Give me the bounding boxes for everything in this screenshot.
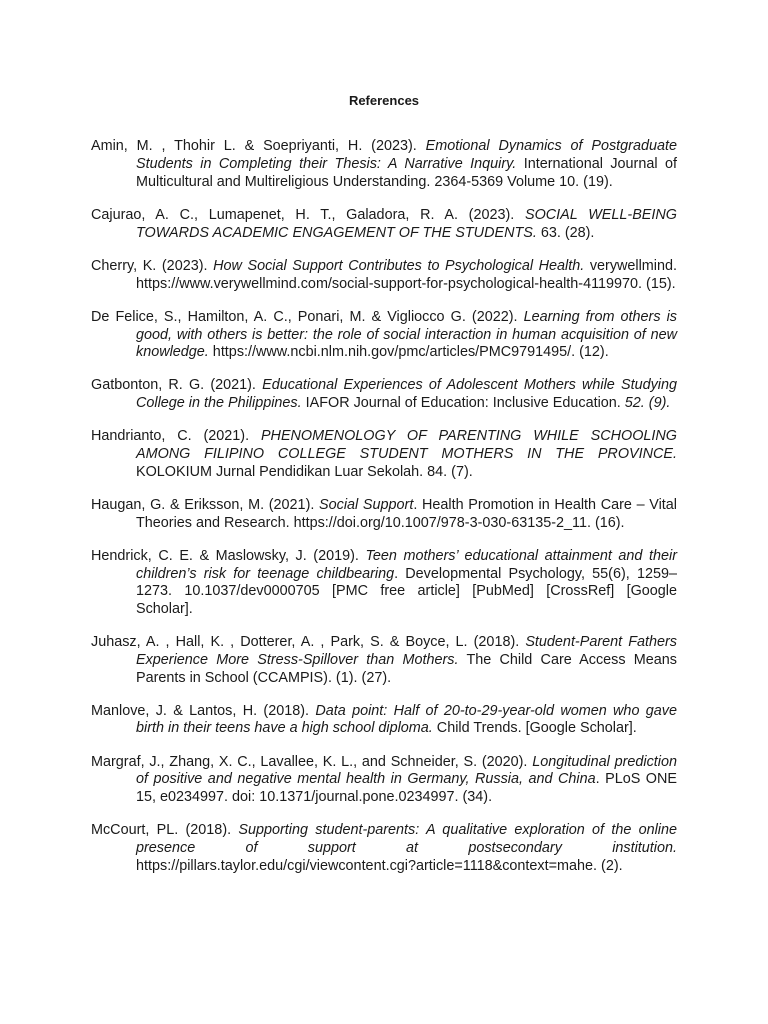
reference-entry bbox=[91, 377, 677, 412]
reference-authors: Amin, M. , Thohir L. & Soepriyanti, H. (2023). bbox=[91, 138, 426, 155]
reference-authors: Haugan, G. & Eriksson, M. (2021). bbox=[91, 496, 320, 513]
reference-authors: McCourt, PL. (2018). bbox=[91, 822, 239, 839]
reference-entry bbox=[91, 548, 677, 619]
reference-title: Teen mothers’ educational attainment and their children’s risk for teenage childbearing bbox=[136, 547, 677, 582]
reference-title: Educational Experiences of Adolescent Mothers while Studying College in the Philippines. bbox=[136, 377, 677, 412]
reference-source: https://www.ncbi.nlm.nih.gov/pmc/articles/PMC9791495/. (12). bbox=[208, 344, 609, 361]
reference-volume: 52. (9). bbox=[624, 395, 671, 412]
reference-entry bbox=[91, 309, 677, 362]
reference-authors: Cherry, K. (2023). bbox=[91, 257, 214, 274]
reference-title: SOCIAL WELL-BEING TOWARDS ACADEMIC ENGAGEMENT OF THE STUDENTS. bbox=[136, 207, 677, 241]
reference-title: Data point: Half of 20-to-29-year-old women who gave birth in their teens have a high school diploma. bbox=[136, 702, 677, 737]
reference-title: How Social Support Contributes to Psychological Health. bbox=[213, 257, 585, 274]
reference-authors: Gatbonton, R. G. (2021). bbox=[91, 377, 263, 394]
reference-source: . Health Promotion in Health Care – Vital Theories and Research. https://doi.org/10.1007/978-3-030-63135-2_11. (16). bbox=[136, 496, 677, 531]
reference-authors: Juhasz, A. , Hall, K. , Dotterer, A. , Park, S. & Boyce, L. (2018). bbox=[91, 634, 526, 651]
reference-list bbox=[91, 124, 677, 891]
reference-entry bbox=[91, 497, 677, 532]
reference-authors: Hendrick, C. E. & Maslowsky, J. (2019). bbox=[91, 547, 366, 564]
reference-title: Supporting student-parents: A qualitative exploration of the online presence of support at postsecondary institution. bbox=[136, 822, 677, 856]
reference-entry bbox=[91, 822, 677, 875]
reference-source: 63. (28). bbox=[536, 224, 595, 241]
reference-title: Longitudinal prediction of positive and negative mental health in Germany, Russia, and China bbox=[136, 753, 677, 788]
reference-source: verywellmind. https://www.verywellmind.com/social-support-for-psychological-health-4119970. (15). bbox=[136, 257, 677, 292]
reference-authors: De Felice, S., Hamilton, A. C., Ponari, M. & Vigliocco G. (2022). bbox=[91, 308, 524, 325]
page-title: References bbox=[348, 93, 420, 108]
reference-authors: Manlove, J. & Lantos, H. (2018). bbox=[91, 702, 316, 719]
reference-entry bbox=[91, 703, 677, 738]
reference-authors: Handrianto, C. (2021). bbox=[91, 428, 261, 445]
reference-entry bbox=[91, 754, 677, 807]
reference-authors: Margraf, J., Zhang, X. C., Lavallee, K. L., and Schneider, S. (2020). bbox=[91, 753, 533, 770]
reference-entry bbox=[91, 207, 677, 242]
reference-source: The Child Care Access Means Parents in School (CCAMPIS). (1). (27). bbox=[136, 651, 678, 686]
reference-source: https://pillars.taylor.edu/cgi/viewcontent.cgi?article=1118&context=mahe. (2). bbox=[136, 857, 623, 874]
reference-title: Student-Parent Fathers Experience More Stress-Spillover than Mothers. bbox=[136, 634, 677, 668]
reference-entry bbox=[91, 428, 677, 481]
reference-authors: Cajurao, A. C., Lumapenet, H. T., Galadora, R. A. (2023). bbox=[91, 207, 525, 223]
reference-source: . Developmental Psychology, 55(6), 1259–1273. 10.1037/dev0000705 [PMC free article] [PubMed] [CrossRef] [Google Scholar]. bbox=[136, 565, 677, 617]
reference-source: Child Trends. [Google Scholar]. bbox=[432, 720, 637, 737]
reference-source: . PLoS ONE 15, e0234997. doi: 10.1371/journal.pone.0234997. (34). bbox=[136, 771, 677, 806]
reference-entry bbox=[91, 258, 677, 293]
reference-source: IAFOR Journal of Education: Inclusive Education. bbox=[301, 395, 625, 412]
reference-source: KOLOKIUM Jurnal Pendidikan Luar Sekolah. 84. (7). bbox=[136, 463, 473, 480]
reference-entry bbox=[91, 634, 677, 687]
reference-title: Learning from others is good, with others is better: the role of social interaction in human acquisition of new knowledge. bbox=[136, 308, 677, 361]
reference-entry bbox=[91, 138, 677, 191]
reference-title: Emotional Dynamics of Postgraduate Students in Completing their Thesis: A Narrative Inquiry. bbox=[136, 138, 677, 173]
reference-title: PHENOMENOLOGY OF PARENTING WHILE SCHOOLING AMONG FILIPINO COLLEGE STUDENT MOTHERS IN THE PROVINCE. bbox=[136, 428, 677, 463]
reference-title: Social Support bbox=[319, 496, 414, 513]
reference-source: International Journal of Multicultural and Multireligious Understanding. 2364-5369 Volume 10. (19). bbox=[136, 156, 677, 190]
